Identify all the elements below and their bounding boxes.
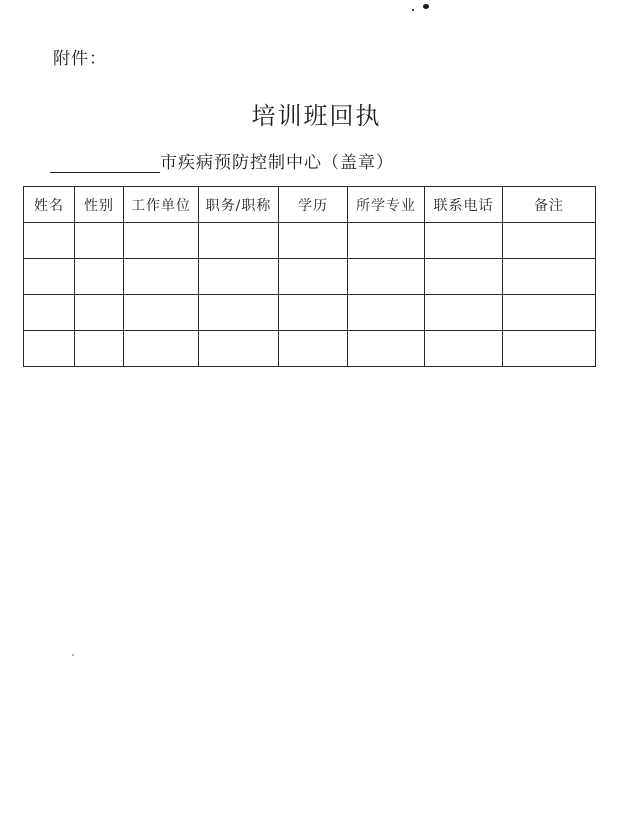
table-cell[interactable] [503, 331, 596, 367]
header-phone: 联系电话 [425, 187, 503, 223]
table-cell[interactable] [124, 223, 199, 259]
table-cell[interactable] [199, 295, 279, 331]
header-position-title: 职务/职称 [199, 187, 279, 223]
organization-blank-field [50, 153, 160, 173]
table-cell[interactable] [503, 295, 596, 331]
table-cell[interactable] [279, 295, 348, 331]
table-cell[interactable] [503, 259, 596, 295]
table-row [24, 295, 596, 331]
table-cell[interactable] [199, 331, 279, 367]
scan-speck [412, 9, 414, 11]
page-title: 培训班回执 [251, 102, 382, 130]
table-cell[interactable] [279, 331, 348, 367]
header-remarks: 备注 [503, 187, 596, 223]
header-education: 学历 [279, 187, 348, 223]
table-cell[interactable] [24, 223, 75, 259]
table-cell[interactable] [124, 295, 199, 331]
table-cell[interactable] [124, 331, 199, 367]
table-cell[interactable] [75, 259, 124, 295]
organization-label: 市疾病预防控制中心（盖章） [160, 153, 394, 173]
table-cell[interactable] [279, 259, 348, 295]
table-cell[interactable] [24, 331, 75, 367]
table-cell[interactable] [425, 331, 503, 367]
table-row [24, 331, 596, 367]
table-cell[interactable] [24, 259, 75, 295]
header-major: 所学专业 [348, 187, 425, 223]
table-cell[interactable] [348, 223, 425, 259]
scan-speck [423, 4, 429, 9]
organization-line [50, 148, 394, 173]
table-row [24, 223, 596, 259]
table-cell[interactable] [75, 331, 124, 367]
table-cell[interactable] [24, 295, 75, 331]
table-cell[interactable] [199, 223, 279, 259]
table-cell[interactable] [199, 259, 279, 295]
table-header-row [24, 187, 596, 223]
table-cell[interactable] [75, 295, 124, 331]
receipt-table [23, 186, 596, 367]
header-name: 姓名 [24, 187, 75, 223]
table-cell[interactable] [279, 223, 348, 259]
table-cell[interactable] [75, 223, 124, 259]
scan-speck [72, 654, 74, 656]
table-cell[interactable] [348, 259, 425, 295]
table-cell[interactable] [425, 223, 503, 259]
header-work-unit: 工作单位 [124, 187, 199, 223]
table-cell[interactable] [348, 331, 425, 367]
header-gender: 性别 [75, 187, 124, 223]
table-cell[interactable] [348, 295, 425, 331]
table-cell[interactable] [425, 259, 503, 295]
table-cell[interactable] [425, 295, 503, 331]
table-cell[interactable] [124, 259, 199, 295]
table-row [24, 259, 596, 295]
attachment-label: 附件： [53, 49, 107, 69]
table-cell[interactable] [503, 223, 596, 259]
